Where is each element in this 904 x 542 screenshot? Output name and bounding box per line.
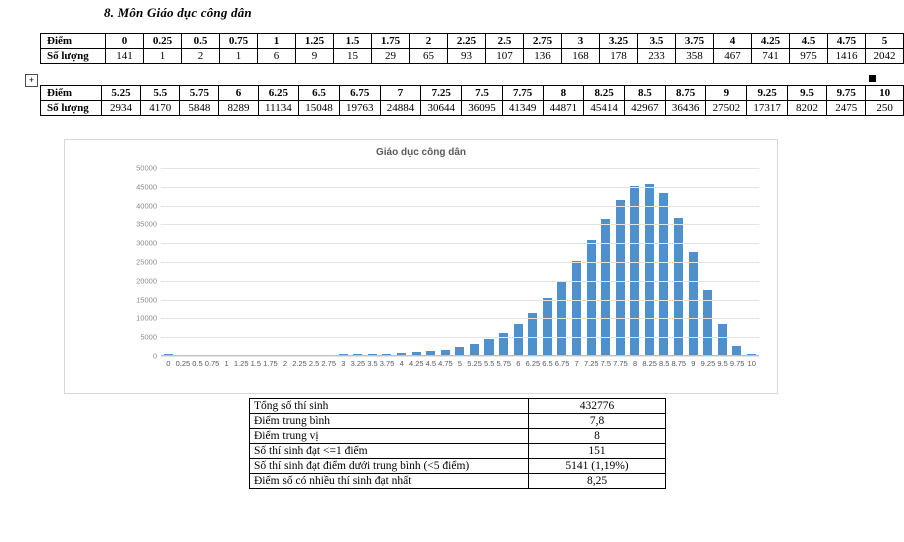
count-cell: 8202 <box>787 101 826 116</box>
chart-gridline <box>161 206 759 207</box>
count-cell: 30644 <box>421 101 462 116</box>
chart-bar <box>528 313 537 355</box>
expand-plus-marker[interactable]: + <box>25 74 38 87</box>
table-row <box>41 101 904 116</box>
chart-x-tick-label: 5.75 <box>496 359 512 368</box>
chart-x-tick-label: 5 <box>457 359 463 368</box>
score-cell: 2.75 <box>524 34 562 49</box>
summary-value: 8 <box>529 429 666 444</box>
score-cell: 5.75 <box>180 86 219 101</box>
chart-x-tick-label: 9.75 <box>729 359 745 368</box>
chart-x-tick-label: 6.75 <box>554 359 570 368</box>
score-cell: 7.75 <box>502 86 543 101</box>
count-cell: 467 <box>714 49 752 64</box>
chart-x-tick-label: 2.75 <box>321 359 337 368</box>
chart-gridline <box>161 187 759 188</box>
chart-bar <box>630 186 639 355</box>
count-cell: 17317 <box>747 101 788 116</box>
chart-gridline <box>161 356 759 357</box>
chart-x-tick-label: 7.25 <box>583 359 599 368</box>
chart-x-tick-label: 0.25 <box>175 359 191 368</box>
count-cell: 2042 <box>866 49 904 64</box>
score-cell: 0.5 <box>182 34 220 49</box>
count-cell: 136 <box>524 49 562 64</box>
chart-y-tick-label: 5000 <box>140 332 157 342</box>
chart-gridline <box>161 281 759 282</box>
selection-corner-marker <box>869 75 876 82</box>
chart-bar <box>659 193 668 355</box>
chart-x-tick-label: 9 <box>691 359 696 368</box>
chart-y-tick-label: 0 <box>152 351 157 361</box>
chart-x-tick-label: 6 <box>516 359 521 368</box>
chart-x-tick-label: 0 <box>166 359 171 368</box>
count-cell: 250 <box>866 101 904 116</box>
score-cell: 1.75 <box>372 34 410 49</box>
chart-bar <box>645 184 654 355</box>
chart-gridline <box>161 318 759 319</box>
count-cell: 41349 <box>502 101 543 116</box>
count-cell: 19763 <box>339 101 380 116</box>
chart-y-tick-label: 50000 <box>136 163 157 173</box>
summary-label: Số thí sinh đạt điểm dưới trung bình (<5 điểm) <box>250 459 529 474</box>
chart-plot-area <box>136 163 759 361</box>
chart-x-tick-label: 4.25 <box>408 359 424 368</box>
count-cell: 24884 <box>380 101 421 116</box>
chart-gridline <box>161 243 759 244</box>
score-cell: 1 <box>258 34 296 49</box>
count-cell: 141 <box>106 49 144 64</box>
table-row <box>41 34 904 49</box>
score-cell: 2.25 <box>448 34 486 49</box>
count-cell: 42967 <box>625 101 666 116</box>
score-cell: 9 <box>706 86 747 101</box>
chart-x-tick-label: 1.5 <box>250 359 262 368</box>
chart-x-tick-label: 1 <box>224 359 229 368</box>
chart-x-tick-label: 3.5 <box>367 359 378 368</box>
score-cell: 8.75 <box>665 86 706 101</box>
score-cell: 10 <box>866 86 904 101</box>
chart-bar <box>674 218 683 355</box>
chart-y-tick-label: 15000 <box>136 295 157 305</box>
count-cell: 6 <box>258 49 296 64</box>
count-cell: 15 <box>334 49 372 64</box>
score-cell: 4.75 <box>828 34 866 49</box>
chart-title: Giáo dục công dân <box>375 147 466 158</box>
chart-x-tick-label: 2.25 <box>292 359 307 368</box>
score-cell: 0.25 <box>144 34 182 49</box>
chart-x-tick-label: 2 <box>282 359 288 368</box>
chart-x-tick-label: 2.5 <box>308 359 320 368</box>
count-cell: 27502 <box>706 101 747 116</box>
row-label-count: Số lượng <box>41 49 106 64</box>
score-cell: 2 <box>410 34 448 49</box>
chart-y-tick-label: 35000 <box>136 219 157 229</box>
count-cell: 11134 <box>258 101 299 116</box>
score-cell: 6.25 <box>258 86 299 101</box>
count-cell: 1 <box>144 49 182 64</box>
count-cell: 358 <box>676 49 714 64</box>
chart-y-tick-label: 40000 <box>136 201 157 211</box>
chart-y-tick-label: 30000 <box>136 238 157 248</box>
score-cell: 7.25 <box>421 86 462 101</box>
chart-x-tick-label: 5.25 <box>467 359 482 368</box>
chart-bar <box>601 219 610 355</box>
chart-x-tick-label: 4.5 <box>425 359 437 368</box>
score-cell: 4.5 <box>790 34 828 49</box>
count-cell: 107 <box>486 49 524 64</box>
score-cell: 5.25 <box>101 86 140 101</box>
chart-x-tick-label: 4 <box>399 359 404 368</box>
summary-label: Điểm trung bình <box>250 414 529 429</box>
summary-label: Tổng số thí sinh <box>250 399 529 414</box>
summary-value: 7,8 <box>529 414 666 429</box>
score-cell: 2.5 <box>486 34 524 49</box>
score-cell: 3.75 <box>676 34 714 49</box>
chart-x-tick-label: 7.5 <box>600 359 612 368</box>
chart-bar <box>514 324 523 355</box>
score-cell: 3.5 <box>638 34 676 49</box>
summary-label: Điểm số có nhiều thí sinh đạt nhất <box>250 474 529 489</box>
summary-table-body <box>250 399 666 489</box>
count-cell: 741 <box>752 49 790 64</box>
count-cell: 29 <box>372 49 410 64</box>
count-cell: 5848 <box>180 101 219 116</box>
count-cell: 1 <box>220 49 258 64</box>
score-distribution-table-bottom <box>40 85 904 116</box>
chart-x-tick-label: 1.25 <box>233 359 249 368</box>
chart-x-tick-label: 7.75 <box>613 359 628 368</box>
chart-x-tick-label: 1.75 <box>263 359 278 368</box>
count-cell: 65 <box>410 49 448 64</box>
chart-x-tick-label: 6.25 <box>525 359 541 368</box>
score-cell: 9.5 <box>787 86 826 101</box>
chart-bar <box>455 347 464 355</box>
chart-bar <box>470 344 479 355</box>
count-cell: 8289 <box>219 101 258 116</box>
count-cell: 36436 <box>665 101 706 116</box>
page-title: 8. Môn Giáo dục công dân <box>104 5 252 20</box>
chart-gridline <box>161 337 759 338</box>
score-cell: 9.75 <box>827 86 866 101</box>
chart-x-tick-label: 8.25 <box>642 359 657 368</box>
row-label-score: Điểm <box>41 34 106 49</box>
chart-x-tick-label: 9.5 <box>717 359 728 368</box>
chart-bar <box>718 324 727 355</box>
count-cell: 93 <box>448 49 486 64</box>
chart-y-tick-label: 45000 <box>136 182 157 192</box>
summary-value: 8,25 <box>529 474 666 489</box>
chart-gridline <box>161 300 759 301</box>
chart-x-tick-label: 8.75 <box>671 359 687 368</box>
summary-row <box>250 399 666 414</box>
count-cell: 2475 <box>827 101 866 116</box>
score-cell: 9.25 <box>747 86 788 101</box>
score-cell: 3.25 <box>600 34 638 49</box>
count-cell: 36095 <box>462 101 503 116</box>
count-cell: 15048 <box>299 101 340 116</box>
chart-bar <box>732 346 741 355</box>
chart-gridline <box>161 224 759 225</box>
count-cell: 975 <box>790 49 828 64</box>
chart-y-tick-label: 10000 <box>136 313 157 323</box>
count-cell: 2 <box>182 49 220 64</box>
summary-row <box>250 429 666 444</box>
score-cell: 3 <box>562 34 600 49</box>
score-cell: 5 <box>866 34 904 49</box>
table-row <box>41 49 904 64</box>
chart-x-tick-label: 8.5 <box>658 359 670 368</box>
chart-x-tick-label: 3.75 <box>379 359 395 368</box>
score-cell: 8 <box>543 86 584 101</box>
score-cell: 6.5 <box>299 86 340 101</box>
summary-value: 5141 (1,19%) <box>529 459 666 474</box>
summary-statistics-table <box>249 398 666 489</box>
score-cell: 4 <box>714 34 752 49</box>
chart-y-tick-label: 25000 <box>136 257 157 267</box>
score-cell: 1.25 <box>296 34 334 49</box>
table-row <box>41 86 904 101</box>
chart-bar <box>689 252 698 355</box>
score-cell: 1.5 <box>334 34 372 49</box>
row-label-score: Điểm <box>41 86 102 101</box>
score-cell: 0 <box>106 34 144 49</box>
summary-value: 432776 <box>529 399 666 414</box>
chart-x-tick-labels <box>161 359 759 368</box>
chart-gridline <box>161 168 759 169</box>
chart-bar <box>572 261 581 355</box>
summary-label: Số thí sinh đạt <=1 điểm <box>250 444 529 459</box>
count-cell: 44871 <box>543 101 584 116</box>
count-cell: 9 <box>296 49 334 64</box>
summary-row <box>250 414 666 429</box>
chart-x-tick-label: 3.25 <box>350 359 366 368</box>
summary-row <box>250 444 666 459</box>
score-cell: 7.5 <box>462 86 503 101</box>
chart-gridline <box>161 262 759 263</box>
row-label-count: Số lượng <box>41 101 102 116</box>
summary-label: Điểm trung vị <box>250 429 529 444</box>
chart-x-tick-label: 7 <box>574 359 579 368</box>
score-cell: 8.5 <box>625 86 666 101</box>
summary-row <box>250 474 666 489</box>
count-cell: 168 <box>562 49 600 64</box>
count-cell: 178 <box>600 49 638 64</box>
count-cell: 4170 <box>141 101 180 116</box>
count-cell: 45414 <box>584 101 625 116</box>
score-histogram-chart <box>64 139 778 394</box>
chart-x-tick-label: 0.5 <box>192 359 203 368</box>
chart-bar <box>543 298 552 355</box>
chart-x-tick-label: 3 <box>341 359 346 368</box>
score-cell: 7 <box>380 86 421 101</box>
chart-x-tick-label: 10 <box>747 359 756 368</box>
count-cell: 2934 <box>101 101 140 116</box>
score-cell: 5.5 <box>141 86 180 101</box>
summary-row <box>250 459 666 474</box>
chart-x-tick-label: 9.25 <box>700 359 716 368</box>
score-distribution-table-top <box>40 33 904 64</box>
count-cell: 1416 <box>828 49 866 64</box>
summary-value: 151 <box>529 444 666 459</box>
chart-y-tick-label: 20000 <box>136 276 157 286</box>
score-cell: 0.75 <box>220 34 258 49</box>
score-cell: 6.75 <box>339 86 380 101</box>
score-cell: 8.25 <box>584 86 625 101</box>
chart-x-tick-label: 4.75 <box>438 359 453 368</box>
chart-x-tick-label: 8 <box>632 359 638 368</box>
chart-bar <box>616 200 625 355</box>
chart-x-tick-label: 5.5 <box>483 359 495 368</box>
count-cell: 233 <box>638 49 676 64</box>
chart-x-tick-label: 0.75 <box>204 359 220 368</box>
score-cell: 4.25 <box>752 34 790 49</box>
chart-x-tick-label: 6.5 <box>542 359 553 368</box>
chart-bar <box>484 339 493 355</box>
score-cell: 6 <box>219 86 258 101</box>
